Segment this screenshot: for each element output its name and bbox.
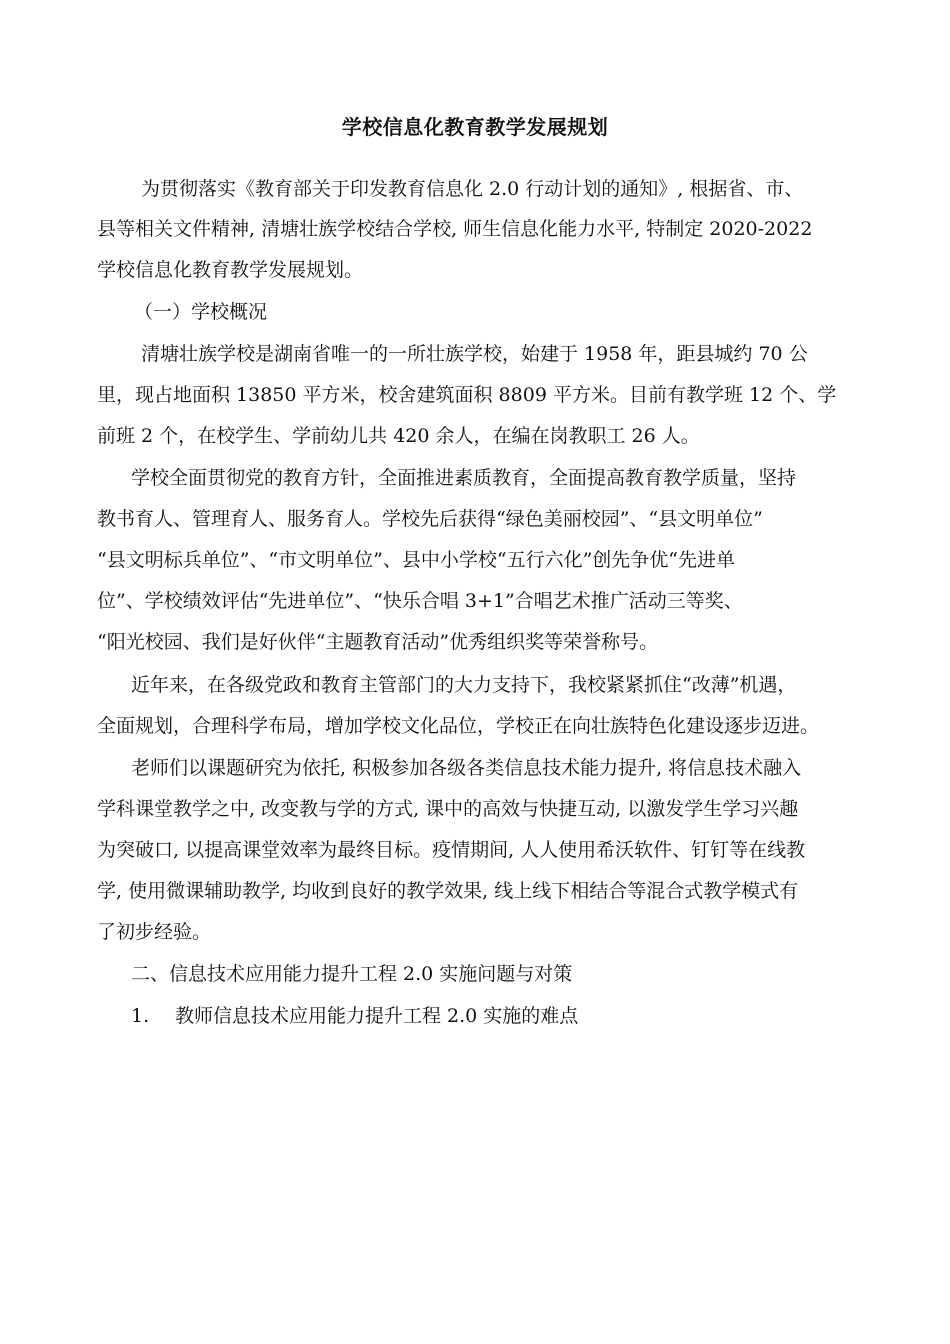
- list-item-text: 教师信息技术应用能力提升工程 2.0 实施的难点: [175, 1005, 579, 1027]
- paragraph-line: 近年来，在各级党政和教育主管部门的大力支持下，我校紧紧抓住“改薄”机遇，: [131, 674, 797, 696]
- section-heading: （一）学校概况: [134, 301, 268, 323]
- paragraph-line: 里，现占地面积 13850 平方米，校舍建筑面积 8809 平方米。目前有教学班 12 个、学: [97, 384, 837, 406]
- paragraph-line: 县等相关文件精神, 清塘壮族学校结合学校, 师生信息化能力水平, 特制定 2020-2022: [97, 218, 813, 240]
- paragraph-line: 老师们以课题研究为依托, 积极参加各级各类信息技术能力提升, 将信息技术融入: [131, 757, 802, 779]
- paragraph-line: 教书育人、管理育人、服务育人。学校先后获得“绿色美丽校园”、“县文明单位”: [97, 508, 763, 530]
- paragraph-line: 学科课堂教学之中, 改变教与学的方式, 课中的高效与快捷互动, 以激发学生学习兴趣: [97, 798, 799, 820]
- paragraph-line: “阳光校园、我们是好伙伴“主题教育活动”优秀组织奖等荣誉称号。: [97, 631, 659, 653]
- list-item: [131, 1002, 578, 1030]
- paragraph-line: 学校信息化教育教学发展规划。: [97, 259, 364, 281]
- paragraph-line: “县文明标兵单位”、“市文明单位”、县中小学校“五行六化”创先争优“先进单: [97, 549, 735, 571]
- paragraph-line: 了初步经验。: [97, 921, 212, 943]
- paragraph-line: 学, 使用微课辅助教学, 均收到良好的教学效果, 线上线下相结合等混合式教学模式有: [97, 880, 799, 902]
- paragraph-line: 为贯彻落实《教育部关于印发教育信息化 2.0 行动计划的通知》, 根据省、市、: [141, 178, 804, 200]
- paragraph-line: 全面规划，合理科学布局，增加学校文化品位，学校正在向壮族特色化建设逐步迈进。: [97, 715, 820, 737]
- paragraph-line: 学校全面贯彻党的教育方针，全面推进素质教育，全面提高教育教学质量，坚持: [131, 467, 797, 489]
- paragraph-line: 前班 2 个，在校学生、学前幼儿共 420 余人，在编在岗教职工 26 人。: [97, 425, 700, 447]
- paragraph-line: 清塘壮族学校是湖南省唯一的一所壮族学校，始建于 1958 年，距县城约 70 公: [141, 343, 808, 365]
- section-heading: 二、信息技术应用能力提升工程 2.0 实施问题与对策: [131, 963, 573, 985]
- paragraph-line: 位”、学校绩效评估“先进单位”、“快乐合唱 3+1”合唱艺术推广活动三等奖、: [97, 590, 743, 612]
- paragraph-line: 为突破口, 以提高课堂效率为最终目标。疫情期间, 人人使用希沃软件、钉钉等在线教: [97, 839, 806, 861]
- document-title: 学校信息化教育教学发展规划: [341, 115, 609, 139]
- list-item-number: 1.: [131, 1005, 150, 1027]
